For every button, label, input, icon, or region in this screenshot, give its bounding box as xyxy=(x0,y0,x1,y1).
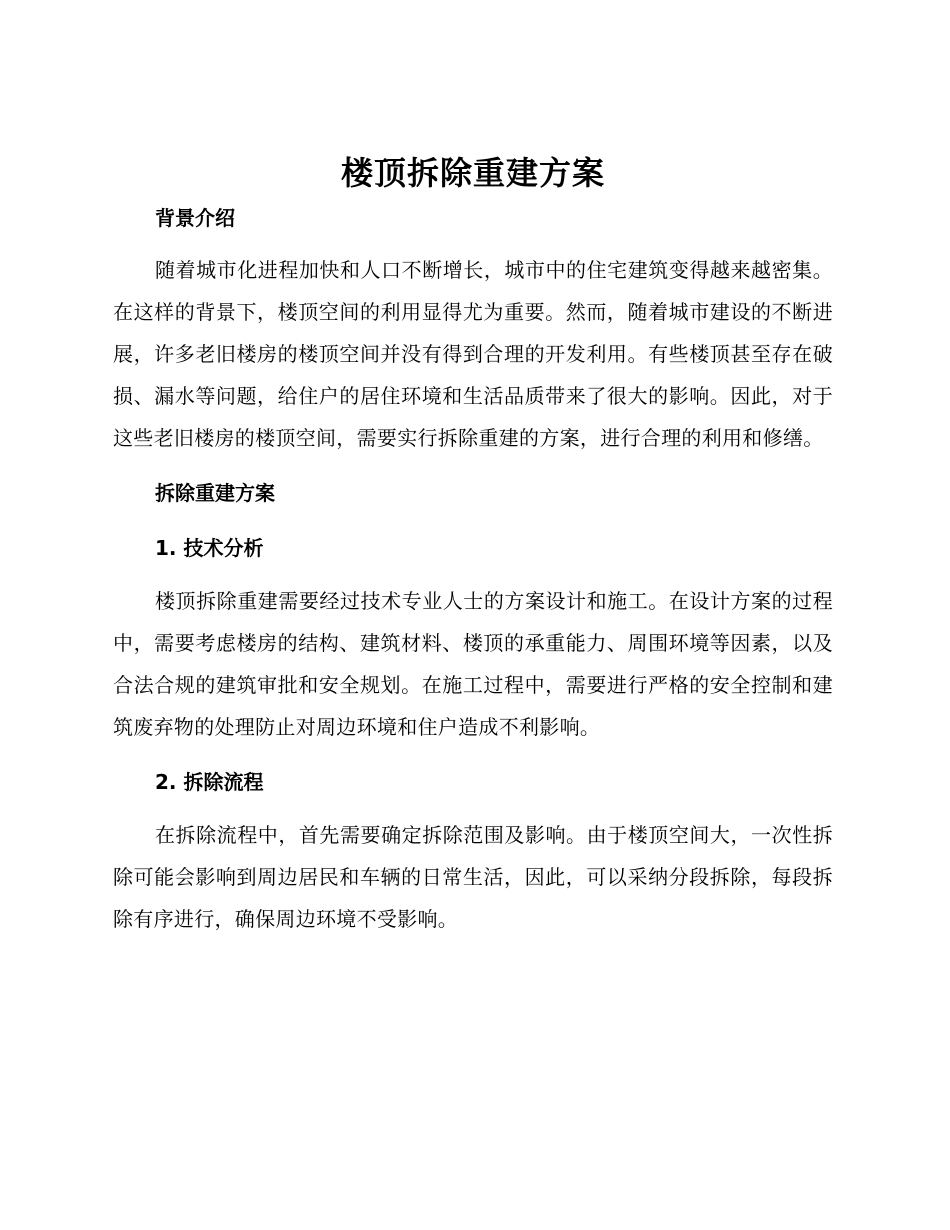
subsection-heading-demolition-process: 2. 拆除流程 xyxy=(155,770,264,794)
paragraph-technical-analysis: 楼顶拆除重建需要经过技术专业人士的方案设计和施工。在设计方案的过程中，需要考虑楼房的结构、建筑材料、楼顶的承重能力、周围环境等因素，以及合法合规的建筑审批和安全规划。在施工过程中，需要进行严格的安全控制和建筑废弃物的处理防止对周边环境和住户造成不利影响。 xyxy=(113,589,833,739)
paragraph-demolition-process: 在拆除流程中，首先需要确定拆除范围及影响。由于楼顶空间大，一次性拆除可能会影响到周边居民和车辆的日常生活，因此，可以采纳分段拆除，每段拆除有序进行，确保周边环境不受影响。 xyxy=(113,823,833,931)
section-heading-background: 背景介绍 xyxy=(155,206,235,230)
document-body xyxy=(113,148,833,940)
paragraph-background: 随着城市化进程加快和人口不断增长，城市中的住宅建筑变得越来越密集。在这样的背景下，楼顶空间的利用显得尤为重要。然而，随着城市建设的不断进展，许多老旧楼房的楼顶空间并没有得到合理的开发利用。有些楼顶甚至存在破损、漏水等问题，给住户的居住环境和生活品质带来了很大的影响。因此，对于这些老旧楼房的楼顶空间，需要实行拆除重建的方案，进行合理的利用和修缮。 xyxy=(113,258,833,450)
subsection-heading-technical-analysis: 1. 技术分析 xyxy=(155,536,264,560)
section-heading-plan: 拆除重建方案 xyxy=(155,481,275,505)
document-title: 楼顶拆除重建方案 xyxy=(340,154,605,192)
